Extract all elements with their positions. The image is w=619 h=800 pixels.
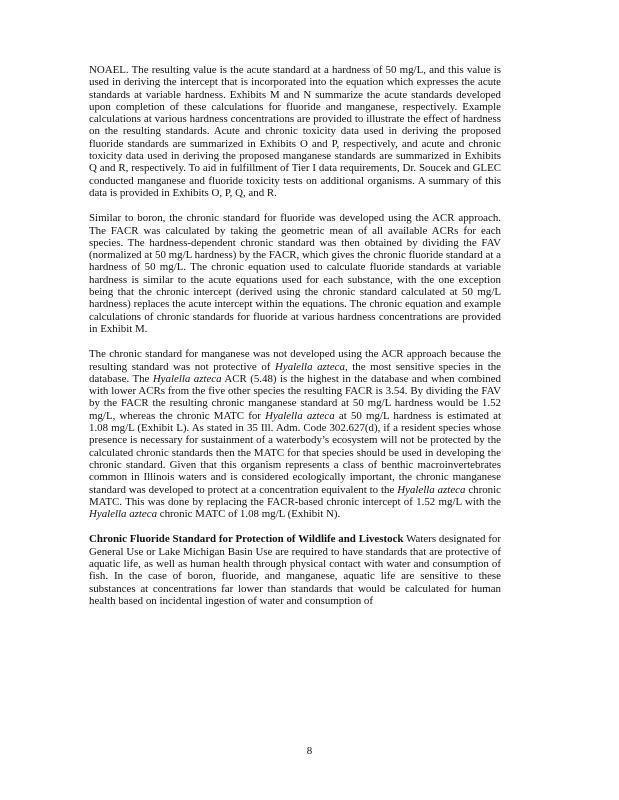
- text-run: ACR (5.48) is the highest in the database and when combined with lower ACRs from the five other species the resulting FACR is 3.54. By dividing the FAV by the FACR the resulting chronic manganese standard at 50 mg/L hardness would be 1.52 mg/L, whereas the chronic MATC for: [89, 372, 501, 422]
- species-name: Hyalella azteca: [265, 409, 335, 422]
- text-run: chronic MATC. This was done by replacing the FACR-based chronic intercept of 1.52 mg/L with the: [89, 483, 501, 508]
- species-name: Hyalella azteca: [397, 483, 466, 496]
- text-run: The chronic standard for manganese was not developed using the ACR approach because the resulting standard was not protective of: [89, 348, 501, 373]
- paragraph-noael: NOAEL. The resulting value is the acute standard at a hardness of 50 mg/L, and this value is used in deriving the intercept that is incorporated into the equation which expresses the acute standards at variable hardness. Exhibits M and N summarize the acute standards developed upon completion of these calculations for fluoride and manganese, respectively. Example calculations at various hardness concentrations are provided to illustrate the effect of hardness on the resulting standards. Acute and chronic toxicity data used in deriving the proposed fluoride standards are summarized in Exhibits O and P, respectively, and acute and chronic toxicity data used in deriving the proposed manganese standards are summarized in Exhibits Q and R, respectively. To aid in fulfillment of Tier I data requirements, Dr. Soucek and GLEC conducted manganese and fluoride toxicity tests on additional organisms. A summary of this data is provided in Exhibits O, P, Q, and R.: [89, 64, 501, 199]
- document-page: [89, 64, 501, 620]
- page-number: 8: [306, 745, 313, 757]
- species-name: Hyalella azteca: [275, 360, 345, 373]
- text-run: Waters designated for General Use or Lake Michigan Basin Use are required to have standards that are protective of aquatic life, as well as human health through physical contact with water and consumption of fish. In the case of boron, fluoride, and manganese, aquatic life are sensitive to these substances at concentrations far lower than standards that would be calculated for human health based on incidental ingestion of water and consumption of: [89, 533, 501, 607]
- paragraph-wildlife-livestock: [89, 533, 501, 607]
- species-name: Hyalella azteca: [89, 508, 158, 521]
- section-heading: Chronic Fluoride Standard for Protection of Wildlife and Livestock: [89, 533, 404, 546]
- text-run: at 50 mg/L hardness is estimated at 1.08 mg/L (Exhibit L). As stated in 35 Ill. Adm. Code 302.627(d), if a resident species whose presence is necessary for sustainment of a waterbody’s ecosystem will not be protected by the calculated chronic standards then the MATC for that species should be used in developing the chronic standard. Given that this organism represents a class of benthic macroinvertebrates common in Illinois waters and is considered ecologically important, the chronic manganese standard was developed to protect at a concentration equivalent to the: [89, 409, 502, 496]
- paragraph-fluoride-chronic: Similar to boron, the chronic standard for fluoride was developed using the ACR approach. The FACR was calculated by taking the geometric mean of all available ACRs for each species. The hardness-dependent chronic standard was then obtained by dividing the FAV (normalized at 50 mg/L hardness) by the FACR, which gives the chronic fluoride standard at a hardness of 50 mg/L. The chronic equation used to calculate fluoride standards at variable hardness is similar to the acute equations used for each substance, with the one exception being that the chronic intercept (derived using the chronic standard calculated at 50 mg/L hardness) replaces the acute intercept within the equations. The chronic equation and example calculations of chronic standards for fluoride at various hardness concentrations are provided in Exhibit M.: [89, 212, 501, 335]
- text-run: , the most sensitive species in the database. The: [89, 360, 502, 385]
- paragraph-manganese-chronic: [89, 348, 501, 520]
- text-run: chronic MATC of 1.08 mg/L (Exhibit N).: [157, 508, 341, 521]
- species-name: Hyalella azteca: [152, 372, 222, 385]
